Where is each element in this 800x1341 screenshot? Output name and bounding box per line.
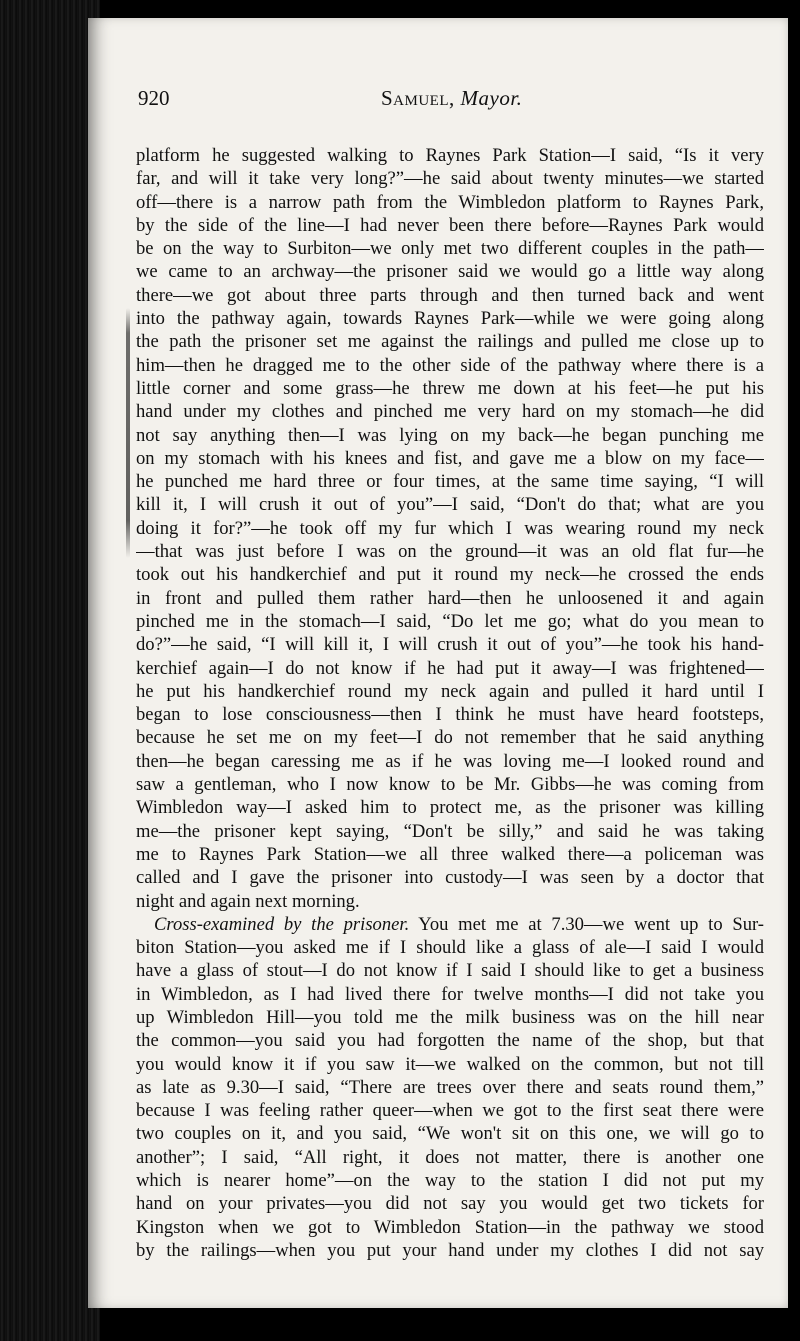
text-line: you would know it if you saw it—we walked on the common, but not till bbox=[136, 1053, 764, 1075]
text-line: hand under my clothes and pinched me very hard on my stomach—he did bbox=[136, 401, 764, 423]
text-line: me—the prisoner kept saying, “Don't be silly,” and said he was taking bbox=[136, 820, 764, 842]
text-line: in front and pulled them rather hard—then he unloosened it and again bbox=[136, 587, 764, 609]
cross-examination-first-line bbox=[136, 913, 764, 936]
text-line: Kingston when we got to Wimbledon Station—in the pathway we stood bbox=[136, 1216, 764, 1238]
text-line: doing it for?”—he took off my fur which I was wearing round my neck bbox=[136, 517, 764, 539]
text-line: he put his handkerchief round my neck again and pulled it hard until I bbox=[136, 680, 764, 702]
text-line: we came to an archway—the prisoner said we would go a little way along bbox=[136, 261, 764, 283]
text-line: have a glass of stout—I do not know if I said I should like to get a business bbox=[136, 960, 764, 982]
text-line: then—he began caressing me as if he was loving me—I looked round and bbox=[136, 750, 764, 772]
text-line: hand on your privates—you did not say you would get two tickets for bbox=[136, 1193, 764, 1215]
running-head-title: Mayor. bbox=[460, 86, 523, 110]
text-line: by the railings—when you put your hand under my clothes I did not say bbox=[136, 1239, 764, 1261]
running-head-name: Samuel, bbox=[381, 86, 455, 110]
text-line: called and I gave the prisoner into custody—I was seen by a doctor that bbox=[136, 867, 764, 889]
text-line: up Wimbledon Hill—you told me the milk business was on the hill near bbox=[136, 1006, 764, 1028]
text-line: —that was just before I was on the ground—it was an old flat fur—he bbox=[136, 541, 764, 563]
text-line: night and again next morning. bbox=[136, 890, 360, 912]
page-header bbox=[138, 86, 758, 126]
text-line: Wimbledon way—I asked him to protect me, as the prisoner was killing bbox=[136, 797, 764, 819]
text-line: took out his handkerchief and put it round my neck—he crossed the ends bbox=[136, 564, 764, 586]
text-line: on my stomach with his knees and fist, and gave me a blow on my face— bbox=[136, 447, 764, 469]
text-line: in Wimbledon, as I had lived there for twelve months—I did not take you bbox=[136, 983, 764, 1005]
cross-examination-label: Cross-examined by the prisoner. bbox=[154, 913, 410, 935]
text-line: him—then he dragged me to the other side of the pathway where there is a bbox=[136, 354, 764, 376]
text-line: kill it, I will crush it out of you”—I said, “Don't do that; what are you bbox=[136, 494, 764, 516]
body-text bbox=[136, 144, 764, 1262]
text-line: saw a gentleman, who I now know to be Mr. Gibbs—he was coming from bbox=[136, 774, 764, 796]
text-line: into the pathway again, towards Raynes Park—while we were going along bbox=[136, 308, 764, 330]
book-page-edges bbox=[0, 0, 100, 1341]
cross-examination-paragraph bbox=[136, 936, 764, 1262]
text-line: as late as 9.30—I said, “There are trees over there and seats round them,” bbox=[136, 1076, 764, 1098]
text-line: because he set me on my feet—I do not remember that he said anything bbox=[136, 727, 764, 749]
text-line: be on the way to Surbiton—we only met two different couples in the path— bbox=[136, 238, 764, 260]
text-line: by the side of the line—I had never been there before—Raynes Park would bbox=[136, 214, 764, 236]
text-line: do?”—he said, “I will kill it, I will crush it out of you”—he took his hand- bbox=[136, 634, 764, 656]
text-line: kerchief again—I do not know if he had put it away—I was frightened— bbox=[136, 657, 764, 679]
text-line: there—we got about three parts through and then turned back and went bbox=[136, 284, 764, 306]
text-line: platform he suggested walking to Raynes Park Station—I said, “Is it very bbox=[136, 145, 764, 166]
text-line: because I was feeling rather queer—when we got to the first seat there were bbox=[136, 1100, 764, 1122]
text-line: off—there is a narrow path from the Wimbledon platform to Raynes Park, bbox=[136, 191, 764, 213]
text-line: far, and will it take very long?”—he said about twenty minutes—we started bbox=[136, 168, 764, 190]
text-line: began to lose consciousness—then I think he must have heard footsteps, bbox=[136, 704, 764, 726]
text-line: me to Raynes Park Station—we all three walked there—a policeman was bbox=[136, 843, 764, 865]
text-line: another”; I said, “All right, it does not matter, there is another one bbox=[136, 1146, 764, 1168]
margin-pencil-mark bbox=[126, 308, 130, 558]
testimony-paragraph bbox=[136, 144, 764, 913]
cross-examination-first-line-text: You met me at 7.30—we went up to Sur- bbox=[409, 913, 764, 935]
page-number: 920 bbox=[138, 86, 170, 110]
text-line: biton Station—you asked me if I should like a glass of ale—I said I would bbox=[136, 937, 764, 959]
text-line: which is nearer home”—on the way to the station I did not put my bbox=[136, 1170, 764, 1192]
text-line: not say anything then—I was lying on my back—he began punching me bbox=[136, 424, 764, 446]
text-line: the common—you said you had forgotten the name of the shop, but that bbox=[136, 1030, 764, 1052]
text-line: the path the prisoner set me against the railings and pulled me close up to bbox=[136, 331, 764, 353]
text-line: pinched me in the stomach—I said, “Do let me go; what do you mean to bbox=[136, 610, 764, 632]
text-line: he punched me hard three or four times, at the same time saying, “I will bbox=[136, 471, 764, 493]
book-page bbox=[88, 18, 788, 1308]
running-head bbox=[381, 86, 522, 111]
text-line: two couples on it, and you said, “We won't sit on this one, we will go to bbox=[136, 1123, 764, 1145]
text-line: little corner and some grass—he threw me down at his feet—he put his bbox=[136, 377, 764, 399]
